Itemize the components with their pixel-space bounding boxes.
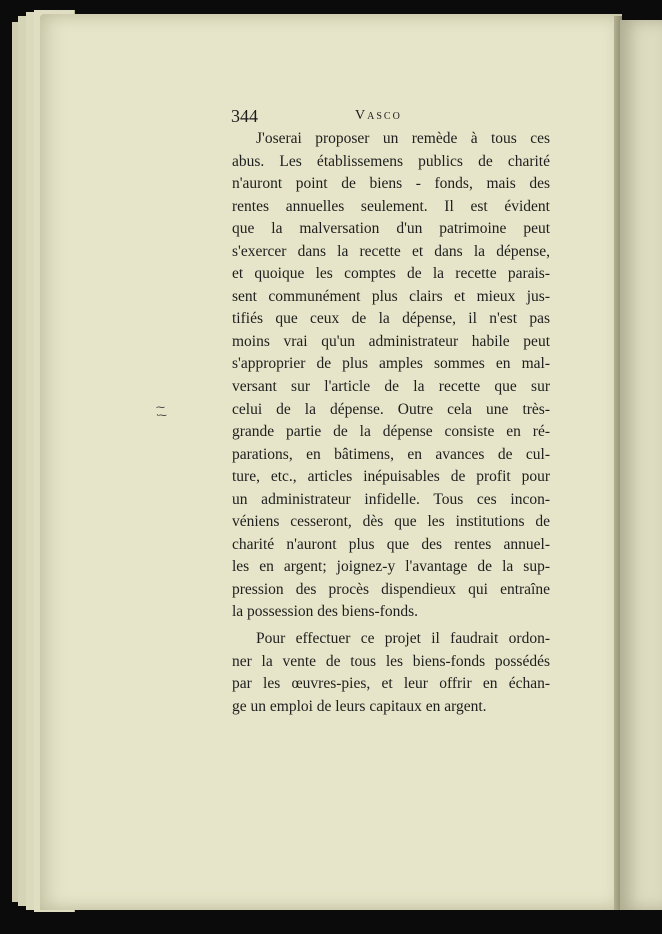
text-line: J'oserai proposer un remède à tous ces — [256, 130, 550, 147]
text-line: ner la vente de tous les biens-fonds possédés — [232, 652, 550, 670]
page-header — [231, 106, 531, 130]
text-line: grande partie de la dépense consiste en ré- — [232, 423, 550, 441]
body-text — [232, 128, 550, 718]
text-line: n'auront point de biens - fonds, mais des — [232, 175, 550, 193]
text-line: abus. Les établissemens publics de charité — [232, 152, 550, 170]
text-line: versant sur l'article de la recette que sur — [232, 378, 550, 396]
text-line: charité n'auront plus que des rentes annuel- — [232, 535, 550, 553]
running-title: Vasco — [355, 108, 402, 123]
text-line: s'approprier de plus amples sommes en mal- — [232, 355, 550, 373]
text-line: et quoique les comptes de la recette parais- — [232, 265, 550, 283]
text-line: la possession des biens-fonds. — [232, 603, 418, 621]
text-line: véniens cesseront, dès que les institutions de — [232, 513, 550, 531]
page-number: 344 — [231, 106, 258, 126]
text-line: pression des procès dispendieux qui entraîne — [232, 580, 550, 598]
text-line: ture, etc., articles inépuisables de profit pour — [232, 468, 550, 486]
right-page-edge — [620, 20, 662, 910]
paragraph — [232, 628, 550, 718]
text-line: ge un emploi de leurs capitaux en argent. — [232, 697, 487, 715]
text-line: Pour effectuer ce projet il faudrait ordon- — [256, 630, 550, 648]
text-line: s'exercer dans la recette et dans la dépense, — [232, 242, 550, 260]
text-line: sent communément plus clairs et mieux jus- — [232, 287, 550, 305]
text-line: que la malversation d'un patrimoine peut — [232, 220, 550, 238]
text-line: par les œuvres-pies, et leur offrir en échan- — [232, 675, 550, 693]
text-line: un administrateur infidelle. Tous ces incon- — [232, 490, 550, 508]
text-line: moins vrai qu'un administrateur habile peut — [232, 332, 550, 350]
text-line: rentes annuelles seulement. Il est évident — [232, 197, 550, 215]
ink-smudge: ⁓ ·⁓ — [156, 403, 166, 421]
text-line: tifiés que ceux de la dépense, il n'est pas — [232, 310, 550, 328]
text-line: les en argent; joignez-y l'avantage de la sup- — [232, 558, 550, 576]
paragraph — [232, 128, 550, 624]
text-line: celui de la dépense. Outre cela une très- — [232, 400, 550, 418]
text-line: parations, en bâtimens, en avances de cul- — [232, 445, 550, 463]
